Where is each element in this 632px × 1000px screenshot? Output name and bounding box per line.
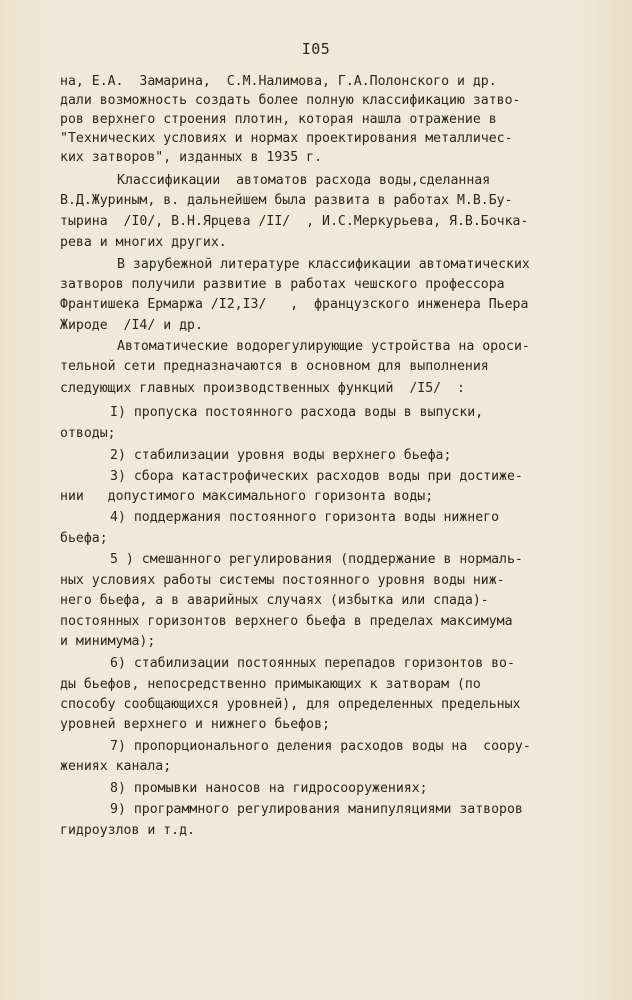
text-line: 5 ) смешанного регулирования (поддержание в нормаль- xyxy=(110,552,523,567)
text-line: ных условиях работы системы постоянного уровня воды ниж- xyxy=(60,573,505,588)
text-line: тельной сети предназначаются в основном для выполнения xyxy=(60,359,489,374)
text-line: дали возможность создать более полную классификацию затво- xyxy=(60,93,521,108)
text-line: В зарубежной литературе классификации автоматических xyxy=(117,257,530,272)
text-line: Жироде /I4/ и др. xyxy=(60,318,203,333)
text-line: Франтишека Ермаржа /I2,I3/ , французского инженера Пьера xyxy=(60,297,529,312)
text-line: 8) промывки наносов на гидросооружениях; xyxy=(110,781,428,796)
text-line: затворов получили развитие в работах чешского профессора xyxy=(60,277,505,292)
page-number: I05 xyxy=(301,40,331,58)
text-line: на, Е.А. Замарина, С.М.Налимова, Г.А.Полонского и др. xyxy=(60,74,497,89)
text-line: следующих главных производственных функций /I5/ : xyxy=(60,381,465,396)
text-line: Классификации автоматов расхода воды,сделанная xyxy=(117,173,491,188)
text-line: 2) стабилизации уровня воды верхнего бьефа; xyxy=(110,448,452,463)
text-line: рева и многих других. xyxy=(60,235,227,250)
text-line: ров верхнего строения плотин, которая нашла отражение в xyxy=(60,112,497,127)
text-line: 9) программного регулирования манипуляциями затворов xyxy=(110,802,523,817)
text-line: нии допустимого максимального горизонта воды; xyxy=(60,489,434,504)
text-line: ких затворов", изданных в 1935 г. xyxy=(60,150,323,165)
text-line: 6) стабилизации постоянных перепадов горизонтов во- xyxy=(110,656,515,671)
text-line: способу сообщающихся уровней), для определенных предельных xyxy=(60,697,521,712)
text-line: бьефа; xyxy=(60,531,108,546)
text-line: В.Д.Журиным, в. дальнейшем была развита в работах М.В.Бу- xyxy=(60,193,513,208)
text-line: постоянных горизонтов верхнего бьефа в пределах максимума xyxy=(60,614,513,629)
text-line: него бьефа, а в аварийных случаях (избытка или спада)- xyxy=(60,593,489,608)
text-line: тырина /I0/, В.Н.Ярцева /II/ , И.С.Меркурьева, Я.В.Бочка- xyxy=(60,214,529,229)
text-line: "Технических условиях и нормах проектирования металличес- xyxy=(60,131,513,146)
text-line: гидроузлов и т.д. xyxy=(60,823,195,838)
text-line: жениях канала; xyxy=(60,759,172,774)
text-line: уровней верхнего и нижнего бьефов; xyxy=(60,717,330,732)
text-line: I) пропуска постоянного расхода воды в выпуски, xyxy=(110,405,484,420)
text-line: Автоматические водорегулирующие устройства на ороси- xyxy=(117,339,530,354)
text-line: отводы; xyxy=(60,426,116,441)
text-line: 3) сбора катастрофических расходов воды при достиже- xyxy=(110,469,523,484)
text-line: ды бьефов, непосредственно примыкающих к затворам (по xyxy=(60,677,481,692)
text-line: 7) пропорционального деления расходов воды на соору- xyxy=(110,739,531,754)
text-line: и минимума); xyxy=(60,634,156,649)
text-line: 4) поддержания постоянного горизонта воды нижнего xyxy=(110,510,500,525)
